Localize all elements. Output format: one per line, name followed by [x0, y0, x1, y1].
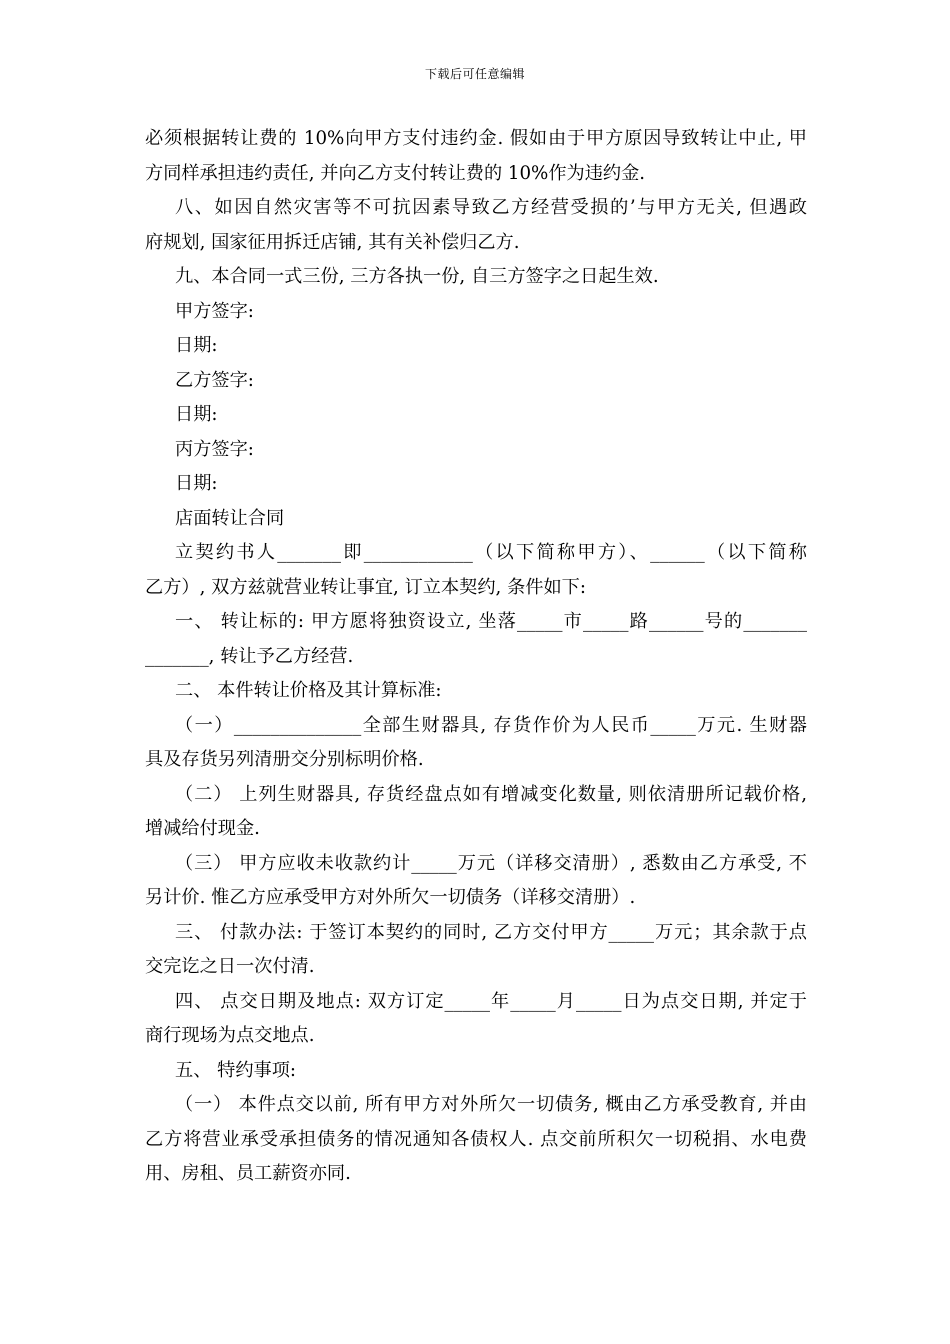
text-line: 八、如因自然灾害等不可抗因素导致乙方经营受损的’与甲方无关, 但遇政 [175, 197, 807, 218]
text-line: 丙方签字: [175, 438, 254, 460]
text-line: 具及存货另列清册交分别标明价格. [145, 749, 424, 770]
text-line: 五、 特约事项: [175, 1059, 297, 1081]
text-line: 三、 付款办法: 于签订本契约的同时, 乙方交付甲方_____万元；其余款于点 [175, 921, 807, 943]
text-line: （一）______________全部生财器具, 存货作价为人民币_____万元. 生财器 [175, 714, 807, 736]
text-line: 日期: [175, 473, 218, 494]
text-line: 商行现场为点交地点. [145, 1025, 315, 1046]
text-line: （一） 本件点交以前, 所有甲方对外所欠一切债务, 概由乙方承受教育, 并由 [175, 1094, 807, 1115]
text-line: _______, 转让予乙方经营. [145, 645, 354, 667]
text-line: 甲方签字: [175, 300, 254, 322]
text-line: 方同样承担违约责任, 并向乙方支付转让费的 10%作为违约金. [145, 162, 646, 184]
text-line: 乙方将营业承受承担债务的情况通知各债权人. 点交前所积欠一切税捐、水电费 [145, 1128, 807, 1150]
text-line: 九、本合同一式三份, 三方各执一份, 自三方签字之日起生效. [175, 266, 659, 287]
text-line: 必须根据转让费的 10%向甲方支付违约金. 假如由于甲方原因导致转让中止, 甲 [145, 128, 807, 149]
text-line: 立契约书人_______即____________（以下简称甲方）、______（以下简称 [175, 542, 807, 563]
text-line: 二、 本件转让价格及其计算标准: [175, 680, 442, 701]
text-line: 乙方签字: [175, 369, 254, 391]
page-header-note: 下载后可任意编辑 [424, 67, 525, 81]
text-line: 日期: [175, 404, 218, 425]
text-line: 府规划, 国家征用拆迁店铺, 其有关补偿归乙方. [145, 231, 520, 253]
text-line: 日期: [175, 335, 218, 356]
text-line: 另计价. 惟乙方应承受甲方对外所欠一切债务（详移交清册）. [145, 887, 636, 908]
text-line: 交完讫之日一次付清. [145, 956, 315, 977]
text-line: 一、 转让标的: 甲方愿将独资设立, 坐落_____市_____路______号的_______ [175, 611, 807, 632]
text-line: 店面转让合同 [175, 507, 285, 529]
text-line: 用、房租、员工薪资亦同. [145, 1163, 351, 1184]
text-line: 乙方）, 双方兹就营业转让事宜, 订立本契约, 条件如下: [145, 576, 586, 598]
text-line: （三） 甲方应收未收款约计_____万元（详移交清册）, 悉数由乙方承受, 不 [175, 852, 807, 874]
text-line: （二） 上列生财器具, 存货经盘点如有增减变化数量, 则依清册所记载价格, [175, 783, 807, 805]
text-line: 增减给付现金. [145, 818, 260, 839]
document-body [145, 122, 807, 1192]
text-line: 四、 点交日期及地点: 双方订定_____年_____月_____日为点交日期, 并定于 [175, 990, 807, 1012]
